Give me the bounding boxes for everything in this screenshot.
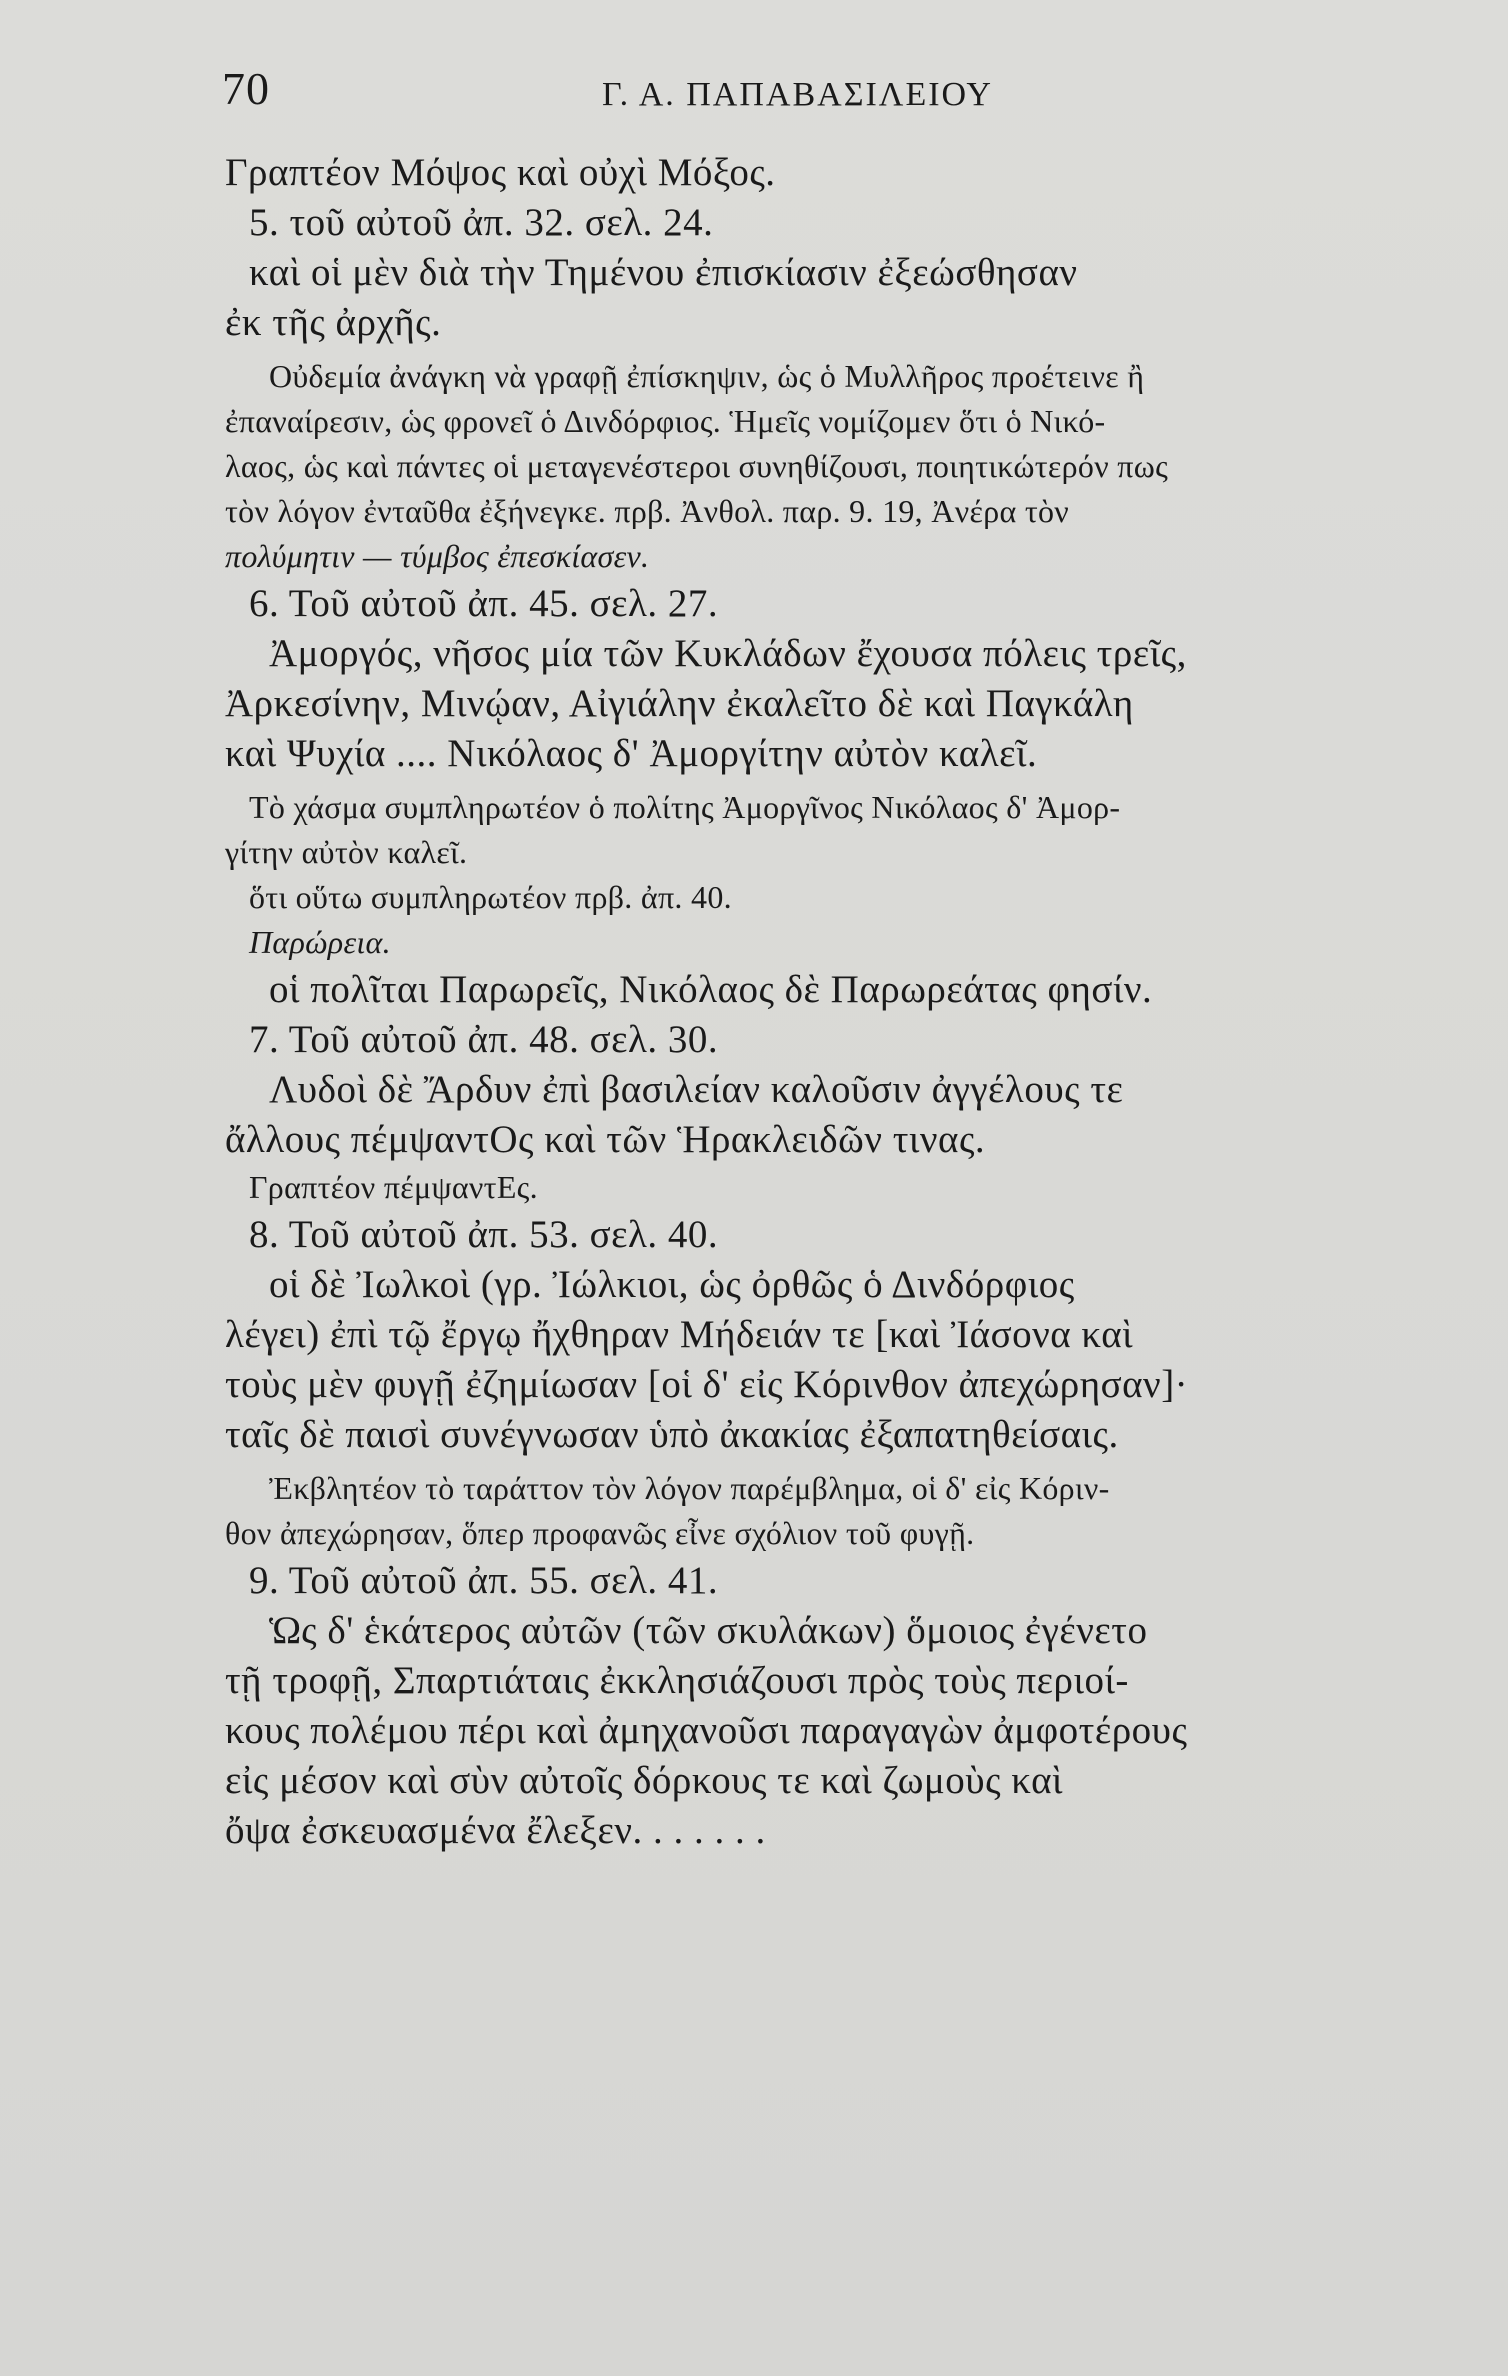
text-line: καὶ Ψυχία .... Νικόλαος δ' Ἀμοργίτην αὐτὸν καλεῖ. bbox=[225, 732, 1038, 775]
page-number: 70 bbox=[222, 63, 270, 114]
text-line: καὶ οἱ μὲν διὰ τὴν Τημένου ἐπισκίασιν ἐξεώσθησαν bbox=[249, 251, 1078, 294]
text-line: τῇ τροφῇ, Σπαρτιάταις ἐκκλησιάζουσι πρὸς τοὺς περιοί- bbox=[225, 1659, 1129, 1702]
note-line: Γραπτέον πέμψαντΕς. bbox=[249, 1169, 538, 1205]
running-title: Γ. Α. ΠΑΠΑΒΑΣΙΛΕΙΟΥ bbox=[602, 76, 993, 113]
text-line: Γραπτέον Μόψος καὶ οὐχὶ Μόξος. bbox=[225, 151, 776, 194]
text-line: ὄψα ἐσκευασμένα ἔλεξεν. . . . . . . bbox=[225, 1809, 766, 1852]
text-line: ἐκ τῆς ἀρχῆς. bbox=[225, 301, 442, 344]
page-body bbox=[205, 148, 1465, 1856]
note-line: Οὐδεμία ἀνάγκη νὰ γραφῇ ἐπίσκηψιν, ὡς ὁ Μυλλῆρος προέτεινε ἢ bbox=[269, 358, 1145, 394]
text-line: Ὡς δ' ἑκάτερος αὐτῶν (τῶν σκυλάκων) ὅμοιος ἐγένετο bbox=[269, 1609, 1148, 1652]
text-line: 9. Τοῦ αὐτοῦ ἀπ. 55. σελ. 41. bbox=[249, 1559, 719, 1602]
note-line: γίτην αὐτὸν καλεῖ. bbox=[225, 834, 468, 870]
note-line: Παρώρεια. bbox=[249, 924, 391, 960]
note-line: τὸν λόγον ἐνταῦθα ἐξήνεγκε. πρβ. Ἀνθολ. παρ. 9. 19, Ἀνέρα τὸν bbox=[225, 493, 1070, 529]
text-line: Λυδοὶ δὲ Ἄρδυν ἐπὶ βασιλείαν καλοῦσιν ἀγγέλους τε bbox=[269, 1068, 1124, 1111]
text-line: 6. Τοῦ αὐτοῦ ἀπ. 45. σελ. 27. bbox=[249, 582, 719, 625]
note-line: λαος, ὡς καὶ πάντες οἱ μεταγενέστεροι συνηθίζουσι, ποιητικώτερόν πως bbox=[225, 448, 1169, 484]
text-line: οἱ δὲ Ἰωλκοὶ (γρ. Ἰώλκιοι, ὡς ὀρθῶς ὁ Δινδόρφιος bbox=[269, 1263, 1075, 1306]
note-line: θον ἀπεχώρησαν, ὅπερ προφανῶς εἶνε σχόλιον τοῦ φυγῇ. bbox=[225, 1515, 975, 1551]
text-line: Ἀρκεσίνην, Μινῴαν, Αἰγιάλην ἐκαλεῖτο δὲ καὶ Παγκάλη bbox=[225, 682, 1134, 725]
text-line: εἰς μέσον καὶ σὺν αὐτοῖς δόρκους τε καὶ ζωμοὺς καὶ bbox=[225, 1759, 1064, 1802]
note-line: πολύμητιν — τύμβος ἐπεσκίασεν. bbox=[225, 538, 650, 574]
text-line: ἄλλους πέμψαντΟς καὶ τῶν Ἡρακλειδῶν τινας. bbox=[225, 1118, 986, 1161]
text-line: Ἀμοργός, νῆσος μία τῶν Κυκλάδων ἔχουσα πόλεις τρεῖς, bbox=[269, 632, 1187, 675]
text-line: 5. τοῦ αὐτοῦ ἀπ. 32. σελ. 24. bbox=[249, 201, 714, 244]
note-line: ὅτι οὕτω συμπληρωτέον πρβ. ἀπ. 40. bbox=[249, 879, 732, 915]
text-line: οἱ πολῖται Παρωρεῖς, Νικόλαος δὲ Παρωρεάτας φησίν. bbox=[269, 968, 1153, 1011]
text-line: λέγει) ἐπὶ τῷ ἔργῳ ἤχθηραν Μήδειάν τε [καὶ Ἰάσονα καὶ bbox=[225, 1313, 1134, 1356]
text-line: 7. Τοῦ αὐτοῦ ἀπ. 48. σελ. 30. bbox=[249, 1018, 719, 1061]
text-line: κους πολέμου πέρι καὶ ἀμηχανοῦσι παραγαγὼν ἀμφοτέρους bbox=[225, 1709, 1188, 1752]
note-line: Ἐκβλητέον τὸ ταράττον τὸν λόγον παρέμβλημα, οἱ δ' εἰς Κόριν- bbox=[269, 1470, 1110, 1506]
page-header bbox=[222, 62, 1402, 132]
note-line: Τὸ χάσμα συμπληρωτέον ὁ πολίτης Ἀμοργῖνος Νικόλαος δ' Ἀμορ- bbox=[249, 789, 1121, 825]
text-line: τοὺς μὲν φυγῇ ἐζημίωσαν [οἱ δ' εἰς Κόρινθον ἀπεχώρησαν]· bbox=[225, 1363, 1189, 1406]
text-line: 8. Τοῦ αὐτοῦ ἀπ. 53. σελ. 40. bbox=[249, 1213, 719, 1256]
note-line: ἐπαναίρεσιν, ὡς φρονεῖ ὁ Δινδόρφιος. Ἡμεῖς νομίζομεν ὅτι ὁ Νικό- bbox=[225, 403, 1106, 439]
text-line: ταῖς δὲ παισὶ συνέγνωσαν ὑπὸ ἀκακίας ἐξαπατηθείσαις. bbox=[225, 1413, 1119, 1456]
